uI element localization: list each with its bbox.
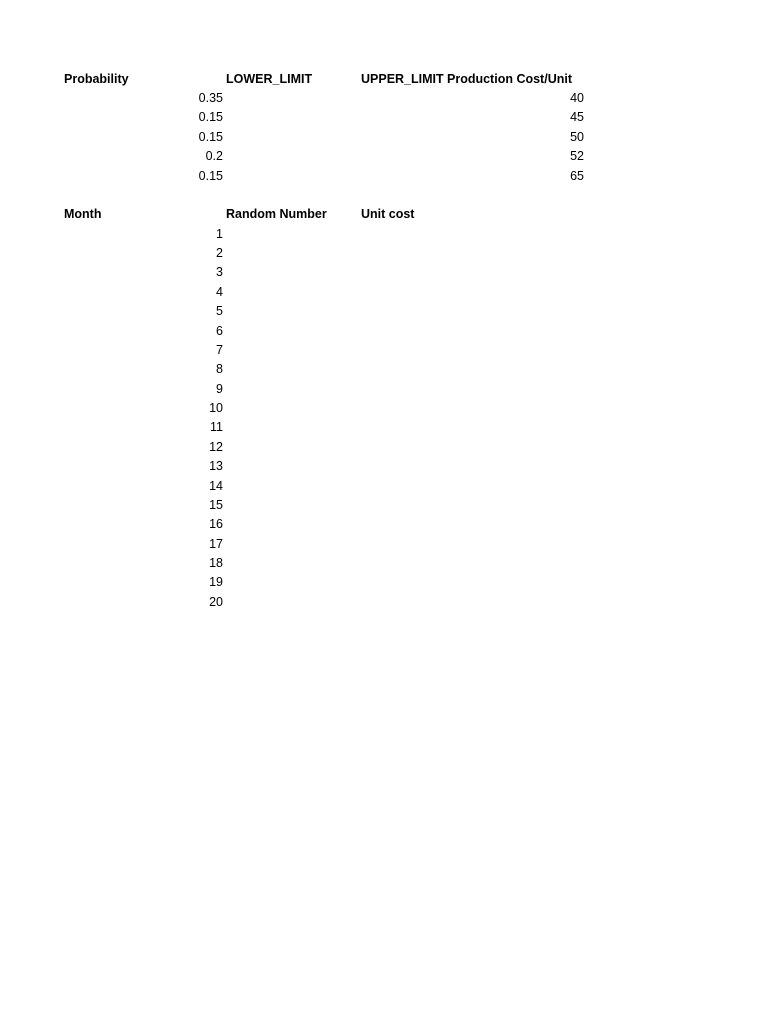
month-value[interactable]: 8	[216, 362, 223, 376]
month-value[interactable]: 4	[216, 285, 223, 299]
month-value[interactable]: 9	[216, 382, 223, 396]
probability-value[interactable]: 0.35	[198, 91, 223, 105]
probability-value[interactable]: 0.15	[198, 169, 223, 183]
probability-value[interactable]: 0.15	[198, 130, 223, 144]
month-value[interactable]: 15	[209, 498, 223, 512]
cost-value[interactable]: 40	[570, 91, 584, 105]
month-value[interactable]: 7	[216, 343, 223, 357]
month-value[interactable]: 16	[209, 517, 223, 531]
month-value[interactable]: 6	[216, 324, 223, 338]
header-random-number: Random Number	[226, 207, 327, 221]
month-value[interactable]: 11	[210, 420, 223, 434]
month-value[interactable]: 3	[216, 265, 223, 279]
month-value[interactable]: 10	[209, 401, 223, 415]
month-value[interactable]: 13	[209, 459, 223, 473]
month-value[interactable]: 5	[216, 304, 223, 318]
header-month: Month	[64, 207, 102, 221]
cost-value[interactable]: 65	[570, 169, 584, 183]
probability-value[interactable]: 0.2	[205, 149, 223, 163]
month-value[interactable]: 12	[209, 440, 223, 454]
header-production-cost-unit: Production Cost/Unit	[447, 72, 572, 86]
header-lower-limit: LOWER_LIMIT	[226, 72, 313, 86]
cost-value[interactable]: 50	[570, 130, 584, 144]
table-row	[0, 108, 768, 127]
month-value[interactable]: 17	[209, 537, 223, 551]
probability-value[interactable]: 0.15	[198, 110, 223, 124]
month-value[interactable]: 20	[209, 595, 223, 609]
table-row	[0, 167, 768, 186]
month-value[interactable]: 18	[209, 556, 223, 570]
cost-value[interactable]: 52	[570, 149, 584, 163]
cost-value[interactable]: 45	[570, 110, 584, 124]
table-row	[0, 89, 768, 108]
month-value[interactable]: 1	[216, 227, 223, 241]
header-upper-limit: UPPER_LIMIT	[361, 72, 444, 86]
month-value[interactable]: 2	[216, 246, 223, 260]
month-value[interactable]: 19	[209, 575, 223, 589]
header-unit-cost: Unit cost	[361, 207, 415, 221]
table-row	[0, 147, 768, 166]
table-row	[0, 128, 768, 147]
month-value[interactable]: 14	[209, 479, 223, 493]
header-probability: Probability	[64, 72, 129, 86]
